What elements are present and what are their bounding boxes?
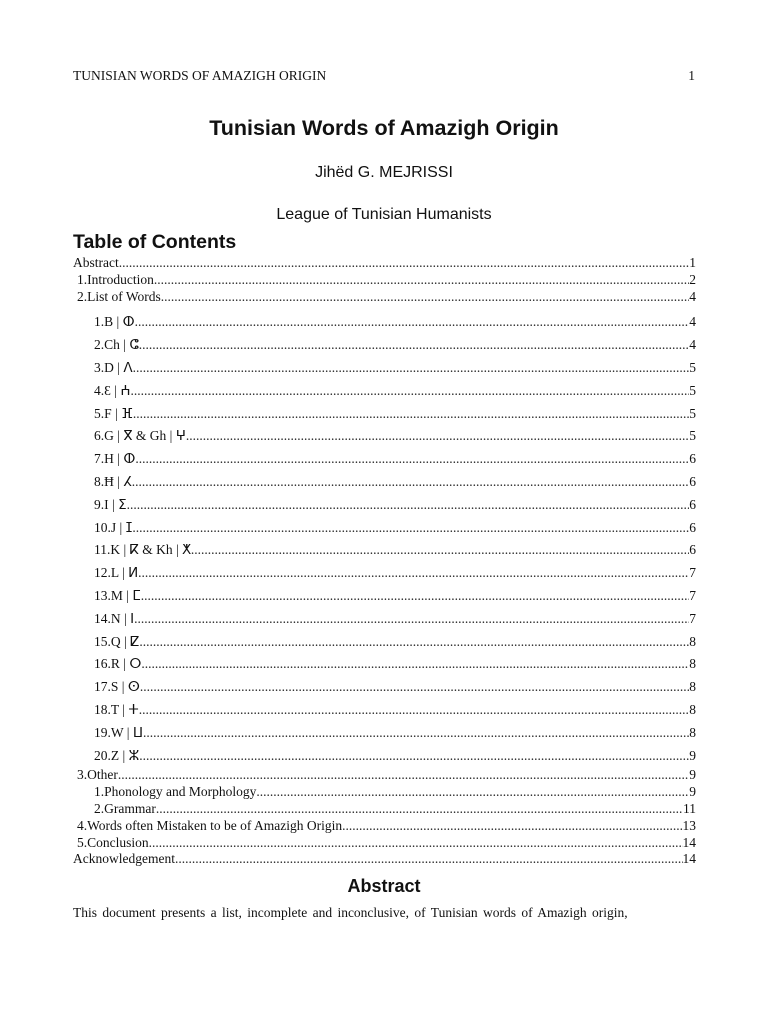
author-name: Jihëd G. MEJRISSI xyxy=(315,164,453,181)
toc-entry-page: 9 xyxy=(689,784,696,800)
toc-leader-dots xyxy=(256,784,689,801)
toc-leader-dots xyxy=(133,357,690,380)
toc-entry-page: 14 xyxy=(682,834,696,850)
toc-leader-dots xyxy=(186,425,689,448)
toc-entry-label: 4.Words often Mistaken to be of Amazigh Origin xyxy=(77,817,343,833)
toc-entry-page: 1 xyxy=(689,255,696,270)
toc-entry-letter-r[interactable] xyxy=(73,653,696,676)
toc-entry-acknowledgement[interactable] xyxy=(73,851,696,868)
toc-entry-label: 14.N | ⵏ xyxy=(94,610,135,626)
toc-entry-label: 9.I | ⵉ xyxy=(94,496,127,512)
toc-leader-dots xyxy=(139,334,689,357)
toc-entry-page: 6 xyxy=(689,473,696,489)
toc-leader-dots xyxy=(127,494,690,517)
toc-entry-label: 5.F | ⴼ xyxy=(94,405,133,421)
toc-entry-label: Acknowledgement xyxy=(73,851,175,867)
toc-leader-dots xyxy=(156,801,683,818)
page-number: 1 xyxy=(688,68,695,83)
toc-entry-other[interactable] xyxy=(73,767,696,784)
toc-entry-letter-ch[interactable] xyxy=(73,334,696,357)
toc-entry-page: 7 xyxy=(689,587,696,603)
toc-entry-letter-t[interactable] xyxy=(73,699,696,722)
toc-entry-letter-h[interactable] xyxy=(73,448,696,471)
toc-entry-letter-hh[interactable] xyxy=(73,471,696,494)
toc-entry-mistaken-words[interactable] xyxy=(73,818,696,835)
toc-leader-dots xyxy=(143,722,689,745)
toc-entry-label: 20.Z | ⵣ xyxy=(94,747,140,763)
toc-leader-dots xyxy=(139,699,690,722)
toc-entry-page: 5 xyxy=(689,359,696,375)
toc-leader-dots xyxy=(132,517,689,540)
toc-entry-page: 4 xyxy=(689,314,696,330)
toc-entry-letter-b[interactable] xyxy=(73,311,696,334)
toc-leader-dots xyxy=(154,272,689,289)
abstract-paragraph: This document presents a list, incomplete and inconclusive, of Tunisian words of Amazigh origin, xyxy=(73,905,628,920)
toc-entry-label: 2.List of Words xyxy=(77,288,161,304)
toc-entry-label: 5.Conclusion xyxy=(77,834,149,850)
toc-entry-letter-s[interactable] xyxy=(73,676,696,699)
toc-entry-label: 18.T | ⵜ xyxy=(94,701,139,717)
toc-entry-page: 6 xyxy=(689,496,696,512)
toc-entry-label: 13.M | ⵎ xyxy=(94,587,141,603)
toc-entry-label: 11.K | ⴽ & Kh | ⵅ xyxy=(94,542,191,558)
toc-entry-letter-f[interactable] xyxy=(73,403,696,426)
toc-leader-dots xyxy=(161,289,689,306)
toc-entry-list-of-words[interactable] xyxy=(73,289,696,306)
organization-name: League of Tunisian Humanists xyxy=(276,206,492,223)
toc-leader-dots xyxy=(133,403,689,426)
toc-entry-abstract[interactable] xyxy=(73,255,696,272)
toc-entry-label: 3.D | ⴷ xyxy=(94,359,133,375)
toc-entry-label: 12.L | ⵍ xyxy=(94,565,139,581)
toc-entry-label: 3.Other xyxy=(77,767,118,783)
toc-entry-page: 13 xyxy=(682,817,696,833)
toc-leader-dots xyxy=(149,835,683,852)
toc-entry-page: 6 xyxy=(689,542,696,558)
toc-entry-page: 8 xyxy=(689,701,696,717)
toc-entry-page: 11 xyxy=(683,800,696,816)
toc-entry-label: 2.Grammar xyxy=(94,800,156,816)
toc-entry-page: 5 xyxy=(689,382,696,398)
toc-leader-dots xyxy=(135,311,690,334)
toc-entry-letter-q[interactable] xyxy=(73,631,696,654)
toc-entry-page: 6 xyxy=(689,519,696,535)
toc-entry-page: 8 xyxy=(689,679,696,695)
toc-entry-label: 1.Phonology and Morphology xyxy=(94,784,257,800)
toc-leader-dots xyxy=(141,585,690,608)
toc-entry-introduction[interactable] xyxy=(73,272,696,289)
toc-heading: Table of Contents xyxy=(73,231,237,253)
toc-leader-dots xyxy=(141,653,689,676)
toc-entry-letter-ain[interactable] xyxy=(73,380,696,403)
toc-leader-dots xyxy=(119,255,690,272)
toc-entry-page: 7 xyxy=(689,610,696,626)
toc-entry-label: 16.R | ⵔ xyxy=(94,656,142,672)
toc-entry-page: 5 xyxy=(689,405,696,421)
toc-entry-page: 8 xyxy=(689,633,696,649)
toc-entry-page: 8 xyxy=(689,724,696,740)
table-of-contents xyxy=(73,255,696,868)
toc-entry-letter-w[interactable] xyxy=(73,722,696,745)
toc-entry-page: 2 xyxy=(689,271,696,287)
toc-entry-page: 8 xyxy=(689,656,696,672)
toc-entry-label: 2.Ch | ⵛ xyxy=(94,337,139,353)
toc-entry-conclusion[interactable] xyxy=(73,835,696,852)
toc-entry-label: 7.H | ⵀ xyxy=(94,451,136,467)
toc-entry-label: 1.Introduction xyxy=(77,271,154,287)
toc-entry-label: 8.Ħ | ⵃ xyxy=(94,473,132,489)
toc-entry-page: 5 xyxy=(689,428,696,444)
toc-entry-page: 7 xyxy=(689,565,696,581)
toc-entry-letter-i[interactable] xyxy=(73,494,696,517)
abstract-heading: Abstract xyxy=(347,876,421,896)
toc-entry-page: 6 xyxy=(689,451,696,467)
toc-entry-phonology[interactable] xyxy=(73,784,696,801)
toc-leader-dots xyxy=(139,631,689,654)
toc-entry-label: 6.G | ⴳ & Gh | ⵖ xyxy=(94,428,186,444)
toc-entry-label: Abstract xyxy=(73,255,119,270)
toc-leader-dots xyxy=(140,676,689,699)
toc-leader-dots xyxy=(135,448,689,471)
toc-entry-letter-k[interactable] xyxy=(73,539,696,562)
toc-entry-page: 14 xyxy=(682,851,696,867)
toc-entry-letter-d[interactable] xyxy=(73,357,696,380)
toc-entry-grammar[interactable] xyxy=(73,801,696,818)
toc-leader-dots xyxy=(131,380,690,403)
toc-entry-letter-l[interactable] xyxy=(73,562,696,585)
toc-entry-label: 10.J | ⵊ xyxy=(94,519,133,535)
toc-entry-label: 4.Ɛ | ⵄ xyxy=(94,382,131,398)
toc-entry-letter-m[interactable] xyxy=(73,585,696,608)
toc-entry-page: 4 xyxy=(689,337,696,353)
toc-entry-label: 1.B | ⵀ xyxy=(94,314,135,330)
toc-entry-label: 17.S | ⵙ xyxy=(94,679,140,695)
toc-entry-page: 9 xyxy=(689,747,696,763)
toc-entry-page: 9 xyxy=(689,767,696,783)
toc-leader-dots xyxy=(138,562,689,585)
toc-leader-dots xyxy=(191,539,689,562)
toc-entry-letter-z[interactable] xyxy=(73,745,696,768)
toc-leader-dots xyxy=(132,471,689,494)
toc-entry-label: 19.W | ⵡ xyxy=(94,724,143,740)
toc-leader-dots xyxy=(342,818,682,835)
running-header-title: TUNISIAN WORDS OF AMAZIGH ORIGIN xyxy=(73,68,327,83)
running-header xyxy=(73,68,695,84)
toc-leader-dots xyxy=(134,608,689,631)
toc-leader-dots xyxy=(118,767,689,784)
toc-entry-letter-g[interactable] xyxy=(73,425,696,448)
toc-entry-label: 15.Q | ⵇ xyxy=(94,633,140,649)
toc-entry-letter-j[interactable] xyxy=(73,517,696,540)
toc-entry-letter-n[interactable] xyxy=(73,608,696,631)
document-title: Tunisian Words of Amazigh Origin xyxy=(209,116,559,140)
toc-leader-dots xyxy=(139,745,689,768)
toc-entry-page: 4 xyxy=(689,288,696,304)
toc-leader-dots xyxy=(175,851,683,868)
